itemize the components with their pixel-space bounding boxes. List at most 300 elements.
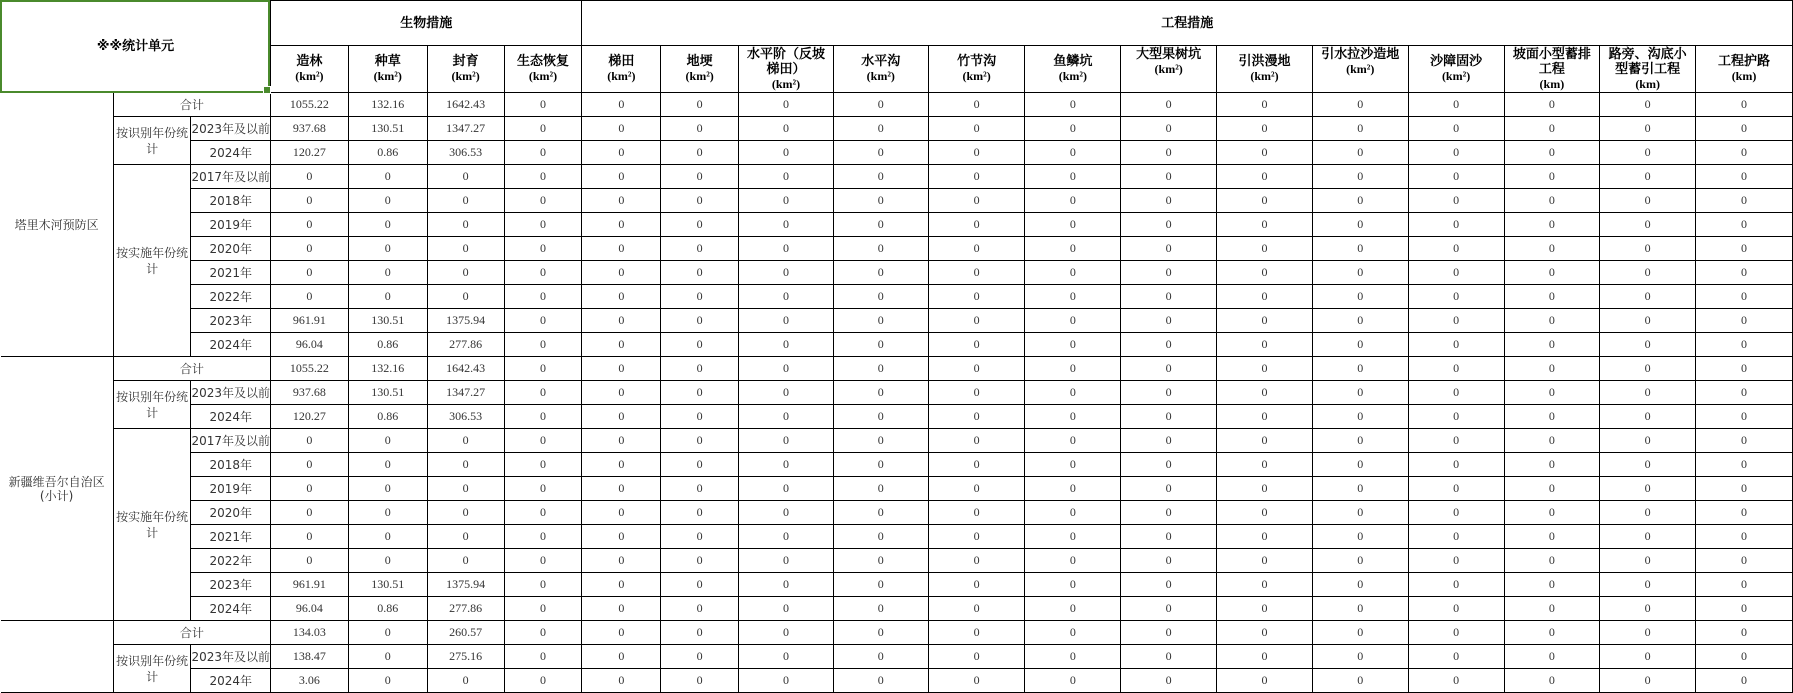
value-cell[interactable]: 1347.27 — [427, 117, 504, 141]
value-cell[interactable]: 0 — [1600, 141, 1696, 165]
value-cell[interactable]: 0 — [1217, 645, 1313, 669]
value-cell[interactable]: 0 — [1600, 669, 1696, 693]
value-cell[interactable]: 0 — [1696, 573, 1793, 597]
value-cell[interactable]: 0 — [661, 309, 739, 333]
year-label-cell[interactable]: 2024年 — [191, 669, 271, 693]
value-cell[interactable]: 0 — [1025, 117, 1121, 141]
value-cell[interactable]: 0 — [427, 501, 504, 525]
value-cell[interactable]: 0 — [1600, 381, 1696, 405]
value-cell[interactable]: 0 — [739, 189, 834, 213]
value-cell[interactable]: 0 — [1696, 237, 1793, 261]
header-corner-cell[interactable] — [1, 1, 271, 93]
value-cell[interactable]: 0 — [504, 549, 582, 573]
value-cell[interactable]: 0 — [1025, 597, 1121, 621]
value-cell[interactable]: 0 — [661, 525, 739, 549]
column-header[interactable] — [1217, 46, 1313, 93]
value-cell[interactable]: 0 — [739, 93, 834, 117]
value-cell[interactable]: 306.53 — [427, 405, 504, 429]
value-cell[interactable]: 0 — [427, 213, 504, 237]
value-cell[interactable]: 0 — [1121, 525, 1217, 549]
value-cell[interactable]: 0 — [1600, 285, 1696, 309]
value-cell[interactable]: 0 — [661, 261, 739, 285]
value-cell[interactable]: 0 — [1312, 597, 1408, 621]
column-header[interactable] — [1121, 46, 1217, 93]
fill-handle[interactable] — [263, 86, 271, 94]
value-cell[interactable]: 0 — [1408, 597, 1504, 621]
value-cell[interactable]: 0 — [739, 165, 834, 189]
column-header[interactable] — [582, 46, 661, 93]
value-cell[interactable]: 0 — [833, 357, 928, 381]
value-cell[interactable]: 0 — [1504, 333, 1600, 357]
value-cell[interactable]: 0 — [928, 405, 1025, 429]
value-cell[interactable]: 0 — [1600, 597, 1696, 621]
value-cell[interactable]: 0 — [1504, 477, 1600, 501]
value-cell[interactable]: 0 — [504, 597, 582, 621]
value-cell[interactable]: 0 — [739, 597, 834, 621]
value-cell[interactable]: 0 — [1312, 381, 1408, 405]
value-cell[interactable]: 0 — [1696, 261, 1793, 285]
year-label-cell[interactable]: 2019年 — [191, 477, 271, 501]
value-cell[interactable]: 0 — [1600, 429, 1696, 453]
value-cell[interactable]: 0 — [504, 621, 582, 645]
value-cell[interactable]: 0 — [504, 357, 582, 381]
value-cell[interactable]: 0 — [1025, 621, 1121, 645]
total-label-cell[interactable]: 合计 — [113, 357, 270, 381]
value-cell[interactable]: 0 — [1408, 237, 1504, 261]
value-cell[interactable]: 0 — [928, 573, 1025, 597]
value-cell[interactable]: 0 — [582, 381, 661, 405]
value-cell[interactable]: 0 — [1025, 189, 1121, 213]
value-cell[interactable]: 0 — [928, 189, 1025, 213]
year-label-cell[interactable]: 2023年 — [191, 573, 271, 597]
value-cell[interactable]: 0 — [1504, 501, 1600, 525]
column-header[interactable] — [833, 46, 928, 93]
value-cell[interactable]: 0 — [928, 453, 1025, 477]
value-cell[interactable]: 0 — [833, 93, 928, 117]
year-label-cell[interactable]: 2022年 — [191, 285, 271, 309]
value-cell[interactable]: 0 — [1217, 621, 1313, 645]
value-cell[interactable]: 0 — [928, 645, 1025, 669]
value-cell[interactable]: 0 — [739, 405, 834, 429]
value-cell[interactable]: 0 — [1312, 261, 1408, 285]
value-cell[interactable]: 0 — [1504, 117, 1600, 141]
value-cell[interactable]: 0 — [1696, 645, 1793, 669]
value-cell[interactable]: 0 — [504, 429, 582, 453]
value-cell[interactable]: 0 — [1121, 333, 1217, 357]
value-cell[interactable]: 0 — [833, 285, 928, 309]
year-label-cell[interactable]: 2017年及以前 — [191, 429, 271, 453]
value-cell[interactable]: 0 — [504, 309, 582, 333]
value-cell[interactable]: 0 — [928, 165, 1025, 189]
value-cell[interactable]: 0 — [1217, 285, 1313, 309]
value-cell[interactable]: 306.53 — [427, 141, 504, 165]
value-cell[interactable]: 0 — [1121, 261, 1217, 285]
value-cell[interactable]: 0 — [1025, 357, 1121, 381]
value-cell[interactable]: 0 — [833, 381, 928, 405]
value-cell[interactable]: 0 — [661, 645, 739, 669]
value-cell[interactable]: 0 — [1696, 141, 1793, 165]
year-label-cell[interactable]: 2024年 — [191, 405, 271, 429]
value-cell[interactable]: 0 — [928, 117, 1025, 141]
value-cell[interactable]: 0 — [1217, 597, 1313, 621]
value-cell[interactable]: 0 — [504, 405, 582, 429]
value-cell[interactable]: 0 — [427, 669, 504, 693]
value-cell[interactable]: 0 — [1217, 333, 1313, 357]
value-cell[interactable]: 260.57 — [427, 621, 504, 645]
column-header[interactable] — [739, 46, 834, 93]
value-cell[interactable]: 0 — [661, 573, 739, 597]
value-cell[interactable]: 0 — [1025, 669, 1121, 693]
value-cell[interactable]: 0 — [582, 669, 661, 693]
value-cell[interactable]: 0 — [1025, 309, 1121, 333]
value-cell[interactable]: 0 — [1025, 549, 1121, 573]
value-cell[interactable]: 0 — [1600, 261, 1696, 285]
column-header[interactable] — [427, 46, 504, 93]
value-cell[interactable]: 3.06 — [271, 669, 349, 693]
value-cell[interactable]: 0 — [1408, 549, 1504, 573]
value-cell[interactable]: 0 — [1312, 621, 1408, 645]
value-cell[interactable]: 0 — [1408, 261, 1504, 285]
value-cell[interactable]: 0 — [661, 549, 739, 573]
value-cell[interactable]: 0 — [1408, 93, 1504, 117]
value-cell[interactable]: 0 — [661, 453, 739, 477]
value-cell[interactable]: 1375.94 — [427, 309, 504, 333]
value-cell[interactable]: 0 — [1025, 213, 1121, 237]
value-cell[interactable]: 0 — [661, 429, 739, 453]
value-cell[interactable]: 0 — [271, 429, 349, 453]
value-cell[interactable]: 0 — [833, 669, 928, 693]
value-cell[interactable]: 0 — [504, 93, 582, 117]
value-cell[interactable]: 0 — [582, 237, 661, 261]
value-cell[interactable]: 0 — [348, 669, 427, 693]
value-cell[interactable]: 0 — [1121, 477, 1217, 501]
value-cell[interactable]: 130.51 — [348, 381, 427, 405]
value-cell[interactable]: 0 — [1600, 573, 1696, 597]
value-cell[interactable]: 0 — [1312, 285, 1408, 309]
value-cell[interactable]: 0 — [1696, 285, 1793, 309]
column-header[interactable] — [1696, 46, 1793, 93]
value-cell[interactable]: 0 — [833, 573, 928, 597]
value-cell[interactable]: 0 — [739, 549, 834, 573]
year-label-cell[interactable]: 2022年 — [191, 549, 271, 573]
column-header[interactable] — [1408, 46, 1504, 93]
value-cell[interactable]: 0 — [1600, 213, 1696, 237]
value-cell[interactable]: 0 — [427, 477, 504, 501]
year-label-cell[interactable]: 2023年及以前 — [191, 645, 271, 669]
value-cell[interactable]: 0 — [1696, 117, 1793, 141]
year-label-cell[interactable]: 2023年及以前 — [191, 381, 271, 405]
value-cell[interactable]: 0 — [833, 477, 928, 501]
value-cell[interactable]: 0 — [1217, 117, 1313, 141]
value-cell[interactable]: 0 — [661, 669, 739, 693]
value-cell[interactable]: 0 — [348, 165, 427, 189]
value-cell[interactable]: 0 — [1025, 93, 1121, 117]
column-header[interactable] — [1025, 46, 1121, 93]
value-cell[interactable]: 0 — [582, 357, 661, 381]
value-cell[interactable]: 0 — [582, 453, 661, 477]
value-cell[interactable]: 0 — [1696, 213, 1793, 237]
value-cell[interactable]: 0 — [1121, 381, 1217, 405]
value-cell[interactable]: 0 — [1217, 357, 1313, 381]
value-cell[interactable]: 0 — [1408, 165, 1504, 189]
value-cell[interactable]: 0 — [833, 333, 928, 357]
value-cell[interactable]: 0 — [833, 501, 928, 525]
value-cell[interactable]: 0 — [1600, 93, 1696, 117]
value-cell[interactable]: 0 — [1025, 285, 1121, 309]
value-cell[interactable]: 0 — [661, 165, 739, 189]
value-cell[interactable]: 0 — [504, 453, 582, 477]
value-cell[interactable]: 0 — [1696, 501, 1793, 525]
group-identify-year-cell[interactable]: 按识别年份统计 — [113, 645, 191, 693]
value-cell[interactable]: 0 — [1312, 117, 1408, 141]
value-cell[interactable]: 0 — [1696, 621, 1793, 645]
value-cell[interactable]: 0 — [1696, 189, 1793, 213]
value-cell[interactable]: 0 — [739, 453, 834, 477]
value-cell[interactable]: 0 — [1217, 501, 1313, 525]
value-cell[interactable]: 0 — [504, 141, 582, 165]
value-cell[interactable]: 0 — [348, 261, 427, 285]
value-cell[interactable]: 1347.27 — [427, 381, 504, 405]
value-cell[interactable]: 0 — [1312, 309, 1408, 333]
value-cell[interactable]: 0 — [739, 117, 834, 141]
value-cell[interactable]: 0 — [833, 141, 928, 165]
value-cell[interactable]: 0 — [1408, 117, 1504, 141]
value-cell[interactable]: 0 — [1600, 165, 1696, 189]
value-cell[interactable]: 0 — [661, 237, 739, 261]
value-cell[interactable]: 130.51 — [348, 117, 427, 141]
value-cell[interactable]: 0 — [504, 525, 582, 549]
value-cell[interactable]: 0 — [661, 405, 739, 429]
year-label-cell[interactable]: 2023年 — [191, 309, 271, 333]
value-cell[interactable]: 0 — [1408, 501, 1504, 525]
value-cell[interactable]: 0 — [348, 501, 427, 525]
value-cell[interactable]: 0 — [1121, 93, 1217, 117]
value-cell[interactable]: 937.68 — [271, 117, 349, 141]
value-cell[interactable]: 0 — [348, 453, 427, 477]
value-cell[interactable]: 0 — [582, 525, 661, 549]
value-cell[interactable]: 0 — [427, 453, 504, 477]
value-cell[interactable]: 0 — [582, 501, 661, 525]
value-cell[interactable]: 277.86 — [427, 597, 504, 621]
value-cell[interactable]: 0 — [833, 165, 928, 189]
value-cell[interactable]: 0 — [833, 309, 928, 333]
value-cell[interactable]: 0 — [582, 141, 661, 165]
value-cell[interactable]: 0 — [271, 213, 349, 237]
value-cell[interactable]: 0 — [1312, 357, 1408, 381]
value-cell[interactable]: 0 — [427, 189, 504, 213]
value-cell[interactable]: 0 — [1025, 453, 1121, 477]
value-cell[interactable]: 0 — [582, 549, 661, 573]
value-cell[interactable]: 0 — [427, 429, 504, 453]
value-cell[interactable]: 0 — [1504, 213, 1600, 237]
value-cell[interactable]: 0 — [1025, 429, 1121, 453]
value-cell[interactable]: 0 — [833, 621, 928, 645]
value-cell[interactable]: 0 — [833, 213, 928, 237]
value-cell[interactable]: 0 — [1504, 285, 1600, 309]
value-cell[interactable]: 0 — [1408, 141, 1504, 165]
value-cell[interactable]: 0 — [1696, 453, 1793, 477]
value-cell[interactable]: 0 — [1312, 189, 1408, 213]
value-cell[interactable]: 0 — [1504, 141, 1600, 165]
column-header[interactable] — [1504, 46, 1600, 93]
value-cell[interactable]: 0 — [1217, 93, 1313, 117]
group-header-eng[interactable] — [582, 1, 1793, 46]
value-cell[interactable]: 0 — [348, 213, 427, 237]
value-cell[interactable]: 0 — [1121, 141, 1217, 165]
value-cell[interactable]: 96.04 — [271, 333, 349, 357]
value-cell[interactable]: 0 — [1312, 525, 1408, 549]
value-cell[interactable]: 0 — [833, 117, 928, 141]
value-cell[interactable]: 0 — [1217, 477, 1313, 501]
value-cell[interactable]: 0 — [661, 357, 739, 381]
value-cell[interactable]: 0.86 — [348, 333, 427, 357]
value-cell[interactable]: 0 — [928, 621, 1025, 645]
value-cell[interactable]: 0 — [271, 453, 349, 477]
value-cell[interactable]: 0 — [1696, 669, 1793, 693]
value-cell[interactable]: 0 — [1121, 597, 1217, 621]
value-cell[interactable]: 0 — [427, 525, 504, 549]
value-cell[interactable]: 0 — [739, 645, 834, 669]
value-cell[interactable]: 0 — [1600, 333, 1696, 357]
value-cell[interactable]: 0 — [1408, 477, 1504, 501]
value-cell[interactable]: 0 — [271, 189, 349, 213]
value-cell[interactable]: 0 — [582, 189, 661, 213]
value-cell[interactable]: 0 — [1696, 333, 1793, 357]
value-cell[interactable]: 0 — [1504, 669, 1600, 693]
value-cell[interactable]: 0 — [1217, 549, 1313, 573]
value-cell[interactable]: 0 — [1217, 381, 1313, 405]
group-impl-year-cell[interactable]: 按实施年份统计 — [113, 429, 191, 621]
value-cell[interactable]: 0 — [1121, 621, 1217, 645]
value-cell[interactable]: 0 — [1504, 645, 1600, 669]
value-cell[interactable]: 961.91 — [271, 573, 349, 597]
value-cell[interactable]: 0 — [1408, 525, 1504, 549]
year-label-cell[interactable]: 2024年 — [191, 141, 271, 165]
value-cell[interactable]: 0 — [1696, 549, 1793, 573]
value-cell[interactable]: 0 — [1408, 573, 1504, 597]
value-cell[interactable]: 0 — [1696, 597, 1793, 621]
value-cell[interactable]: 0 — [1025, 405, 1121, 429]
value-cell[interactable]: 0 — [582, 93, 661, 117]
value-cell[interactable]: 0 — [928, 525, 1025, 549]
column-header[interactable] — [1312, 46, 1408, 93]
value-cell[interactable]: 0 — [1504, 309, 1600, 333]
value-cell[interactable]: 0 — [504, 237, 582, 261]
value-cell[interactable]: 0 — [1217, 405, 1313, 429]
value-cell[interactable]: 0 — [1600, 309, 1696, 333]
value-cell[interactable]: 0 — [271, 261, 349, 285]
value-cell[interactable]: 0 — [1312, 549, 1408, 573]
value-cell[interactable]: 0 — [661, 501, 739, 525]
value-cell[interactable]: 0 — [348, 189, 427, 213]
value-cell[interactable]: 0 — [1600, 621, 1696, 645]
value-cell[interactable]: 0 — [1217, 309, 1313, 333]
year-label-cell[interactable]: 2024年 — [191, 333, 271, 357]
value-cell[interactable]: 0 — [348, 621, 427, 645]
value-cell[interactable]: 0 — [739, 333, 834, 357]
value-cell[interactable]: 0 — [427, 549, 504, 573]
year-label-cell[interactable]: 2024年 — [191, 597, 271, 621]
value-cell[interactable]: 0 — [582, 117, 661, 141]
value-cell[interactable]: 0 — [739, 669, 834, 693]
value-cell[interactable]: 0 — [1312, 93, 1408, 117]
value-cell[interactable]: 0 — [661, 117, 739, 141]
value-cell[interactable]: 0 — [739, 261, 834, 285]
value-cell[interactable]: 937.68 — [271, 381, 349, 405]
value-cell[interactable]: 1375.94 — [427, 573, 504, 597]
value-cell[interactable]: 0 — [1217, 237, 1313, 261]
value-cell[interactable]: 0 — [504, 477, 582, 501]
value-cell[interactable]: 0 — [1504, 237, 1600, 261]
value-cell[interactable]: 0 — [504, 261, 582, 285]
value-cell[interactable]: 0 — [582, 165, 661, 189]
value-cell[interactable]: 0 — [1217, 429, 1313, 453]
value-cell[interactable]: 0 — [1025, 333, 1121, 357]
value-cell[interactable]: 0 — [928, 429, 1025, 453]
value-cell[interactable]: 0.86 — [348, 597, 427, 621]
value-cell[interactable]: 0 — [739, 525, 834, 549]
value-cell[interactable]: 134.03 — [271, 621, 349, 645]
value-cell[interactable]: 0 — [661, 333, 739, 357]
value-cell[interactable]: 130.51 — [348, 573, 427, 597]
value-cell[interactable]: 0 — [1121, 429, 1217, 453]
value-cell[interactable]: 0 — [1504, 357, 1600, 381]
value-cell[interactable]: 0 — [928, 669, 1025, 693]
value-cell[interactable]: 0 — [1312, 669, 1408, 693]
value-cell[interactable]: 0 — [504, 645, 582, 669]
value-cell[interactable]: 0 — [1504, 381, 1600, 405]
value-cell[interactable]: 0 — [928, 237, 1025, 261]
year-label-cell[interactable]: 2017年及以前 — [191, 165, 271, 189]
value-cell[interactable]: 0 — [1408, 309, 1504, 333]
value-cell[interactable]: 0 — [1121, 453, 1217, 477]
value-cell[interactable]: 0 — [1408, 405, 1504, 429]
value-cell[interactable]: 0 — [582, 573, 661, 597]
value-cell[interactable]: 0 — [739, 213, 834, 237]
group-identify-year-cell[interactable]: 按识别年份统计 — [113, 381, 191, 429]
value-cell[interactable]: 0 — [1025, 381, 1121, 405]
value-cell[interactable]: 0 — [1025, 573, 1121, 597]
value-cell[interactable]: 0 — [1217, 573, 1313, 597]
value-cell[interactable]: 0 — [1600, 405, 1696, 429]
value-cell[interactable]: 0 — [504, 117, 582, 141]
value-cell[interactable]: 0 — [661, 477, 739, 501]
value-cell[interactable]: 0 — [1408, 357, 1504, 381]
value-cell[interactable]: 96.04 — [271, 597, 349, 621]
value-cell[interactable]: 0 — [1121, 357, 1217, 381]
value-cell[interactable]: 0 — [504, 165, 582, 189]
value-cell[interactable]: 0 — [1312, 213, 1408, 237]
value-cell[interactable]: 0 — [1121, 549, 1217, 573]
value-cell[interactable]: 0 — [427, 165, 504, 189]
value-cell[interactable]: 0 — [1025, 141, 1121, 165]
value-cell[interactable]: 0 — [1025, 237, 1121, 261]
value-cell[interactable]: 0 — [582, 597, 661, 621]
value-cell[interactable]: 0 — [504, 333, 582, 357]
value-cell[interactable]: 0 — [1217, 525, 1313, 549]
value-cell[interactable]: 0 — [928, 549, 1025, 573]
value-cell[interactable]: 0 — [1504, 573, 1600, 597]
value-cell[interactable]: 0 — [833, 237, 928, 261]
year-label-cell[interactable]: 2021年 — [191, 261, 271, 285]
value-cell[interactable]: 120.27 — [271, 405, 349, 429]
value-cell[interactable]: 0 — [1312, 165, 1408, 189]
value-cell[interactable]: 0 — [271, 285, 349, 309]
value-cell[interactable]: 0 — [1600, 453, 1696, 477]
value-cell[interactable]: 0 — [833, 189, 928, 213]
value-cell[interactable]: 0 — [1025, 165, 1121, 189]
value-cell[interactable]: 0 — [1408, 669, 1504, 693]
